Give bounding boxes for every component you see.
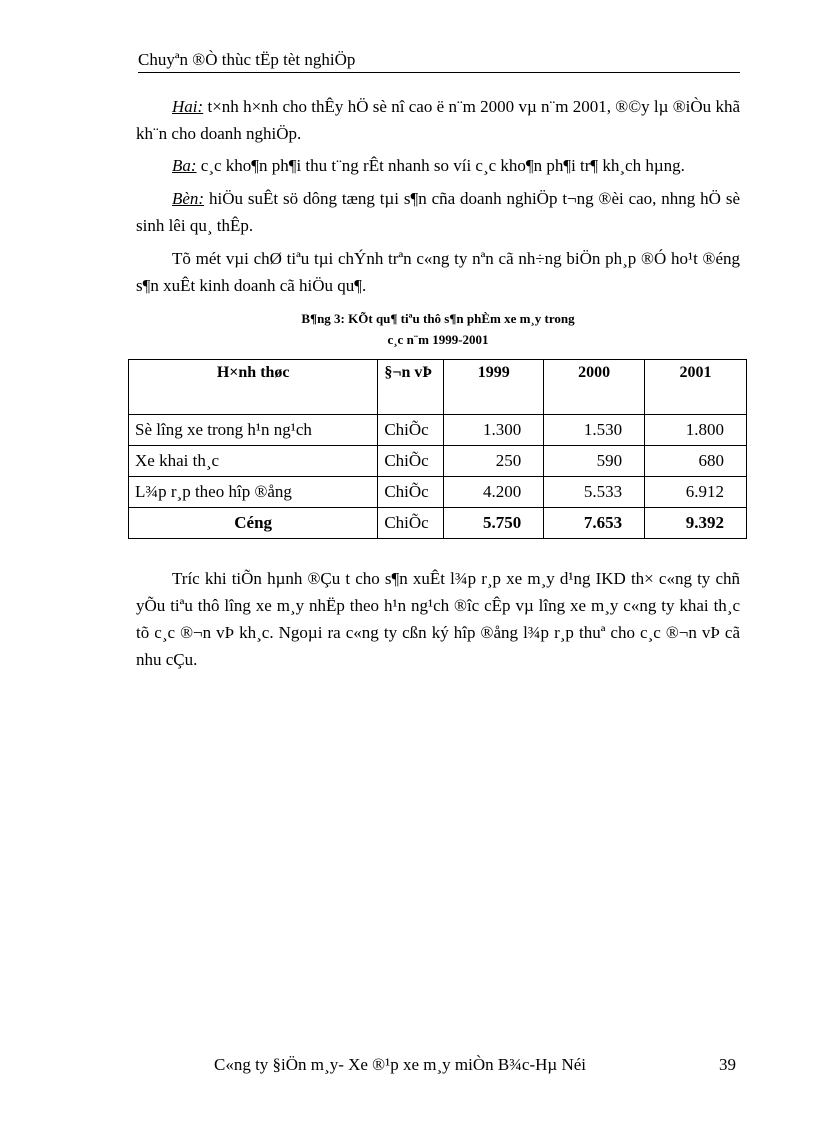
paragraph-lead: Ba: — [172, 156, 197, 175]
table-caption-line1: B¶ng 3: KÕt qu¶ tiªu thô s¶n phÈm xe m¸y trong — [301, 311, 575, 326]
total-2001: 9.392 — [645, 508, 747, 539]
cell-2001: 6.912 — [645, 477, 747, 508]
paragraph-ba — [136, 152, 740, 179]
column-header-form: H×nh thøc — [129, 360, 378, 415]
paragraph-text: Tõ mét vµi chØ tiªu tµi chÝnh trªn c«ng ty nªn cã nh÷ng biÖn ph¸p ®Ó ho¹t ®éng s¶n xuÊt kinh doanh cã hiÖu qu¶. — [136, 249, 740, 295]
cell-2001: 680 — [645, 446, 747, 477]
column-header-2000: 2000 — [544, 360, 645, 415]
paragraph-text: c¸c kho¶n ph¶i thu t¨ng rÊt nhanh so víi c¸c kho¶n ph¶i tr¶ kh¸ch hµng. — [196, 156, 685, 175]
total-1999: 5.750 — [444, 508, 544, 539]
column-header-2001: 2001 — [645, 360, 747, 415]
footer-company: C«ng ty §iÖn m¸y- Xe ®¹p xe m¸y miÒn B¾c-Hµ Néi — [214, 1055, 587, 1074]
row-label: L¾p r¸p theo hîp ®ång — [129, 477, 378, 508]
table-row — [129, 446, 747, 477]
table-caption-line2: c¸c n¨m 1999-2001 — [387, 332, 489, 347]
closing-paragraph: Tríc khi tiÕn hµnh ®Çu t cho s¶n xuÊt l¾p r¸p xe m¸y d¹ng IKD th× c«ng ty chñ yÕu tiªu thô lîng xe m¸y nhËp theo h¹n ng¹ch ®îc cÊp vµ lîng xe m¸y c«ng ty khai th¸c tõ c¸c ®¬n vÞ kh¸c. Ngoµi ra c«ng ty cßn ký hîp ®ång l¾p r¸p thuª cho c¸c ®¬n vÞ cã nhu cÇu. — [136, 569, 740, 669]
page-number: 39 — [719, 1055, 736, 1074]
column-header-1999: 1999 — [444, 360, 544, 415]
paragraph-text: t×nh h×nh cho thÊy hÖ sè nî cao ë n¨m 2000 vµ n¨m 2001, ®©y lµ ®iÒu khã kh¨n cho doanh nghiÖp. — [136, 97, 740, 143]
column-header-unit: §¬n vÞ — [378, 360, 444, 415]
total-unit: ChiÕc — [378, 508, 444, 539]
paragraph-lead: Bèn: — [172, 189, 205, 208]
total-label: Céng — [129, 508, 378, 539]
sales-results-table — [128, 359, 747, 539]
paragraph-hai — [136, 93, 740, 147]
paragraph-summary — [136, 245, 740, 299]
row-label: Sè lîng xe trong h¹n ng¹ch — [129, 415, 378, 446]
cell-1999: 250 — [444, 446, 544, 477]
table-header-row — [129, 360, 747, 415]
cell-1999: 4.200 — [444, 477, 544, 508]
table-row — [129, 415, 747, 446]
cell-2000: 5.533 — [544, 477, 645, 508]
row-unit: ChiÕc — [378, 415, 444, 446]
cell-2000: 590 — [544, 446, 645, 477]
row-unit: ChiÕc — [378, 446, 444, 477]
table-total-row — [129, 508, 747, 539]
total-2000: 7.653 — [544, 508, 645, 539]
row-unit: ChiÕc — [378, 477, 444, 508]
cell-2001: 1.800 — [645, 415, 747, 446]
cell-2000: 1.530 — [544, 415, 645, 446]
table-row — [129, 477, 747, 508]
running-header: Chuyªn ®Ò thùc tËp tèt nghiÖp — [138, 50, 740, 73]
row-label: Xe khai th¸c — [129, 446, 378, 477]
paragraph-lead: Hai: — [172, 97, 204, 116]
cell-1999: 1.300 — [444, 415, 544, 446]
paragraph-text: hiÖu suÊt sö dông tæng tµi s¶n cña doanh nghiÖp t¬ng ®èi cao, nhng hÖ sè sinh lêi qu¸ thÊp. — [136, 189, 740, 235]
paragraph-bon — [136, 185, 740, 239]
